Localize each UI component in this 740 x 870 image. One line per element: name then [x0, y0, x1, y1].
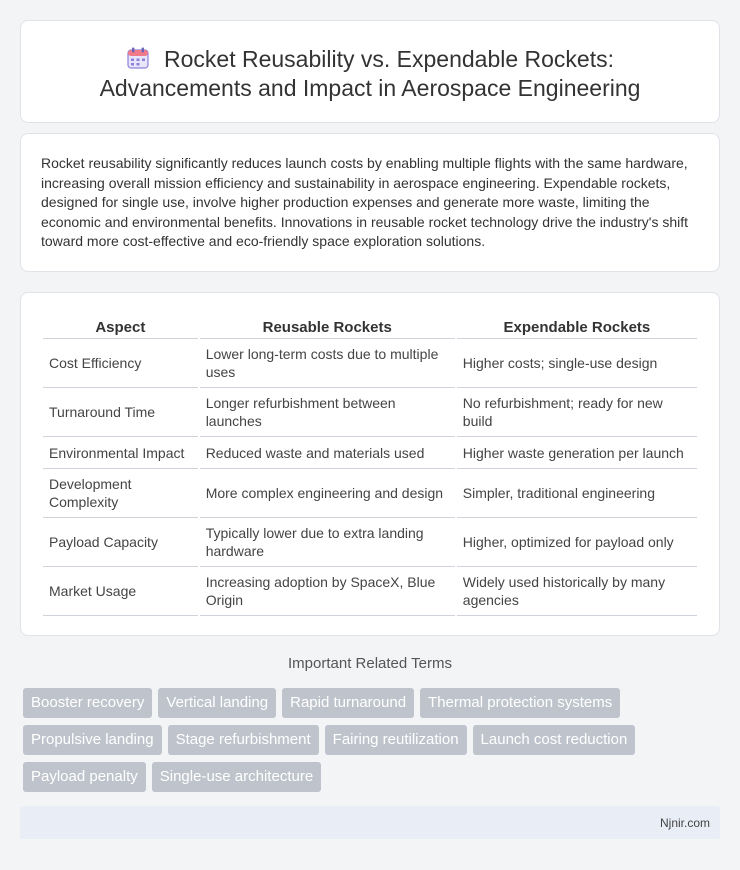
table-row: [43, 469, 697, 518]
tag-rapid-turnaround[interactable]: Rapid turnaround: [282, 688, 414, 718]
tag-propulsive-landing[interactable]: Propulsive landing: [23, 725, 162, 755]
table-cell: Lower long-term costs due to multiple uses: [200, 339, 455, 388]
table-cell: Longer refurbishment between launches: [200, 388, 455, 437]
tag-launch-cost-reduction[interactable]: Launch cost reduction: [473, 725, 636, 755]
tag-stage-refurbishment[interactable]: Stage refurbishment: [168, 725, 319, 755]
tag-payload-penalty[interactable]: Payload penalty: [23, 762, 146, 792]
table-cell: Reduced waste and materials used: [200, 437, 455, 469]
tag-row: [23, 725, 723, 755]
summary-text: Rocket reusability significantly reduces launch costs by enabling multiple flights with the same hardware, increasing overall mission efficiency and sustainability in aerospace engineering. Expendable rockets, designed for single use, involve higher production expenses and generate more waste, limiting the economic and environmental benefits. Innovations in reusable rocket technology drive the industry's shift toward more cost-effective and eco-friendly space exploration solutions.: [41, 155, 689, 250]
table-cell: No refurbishment; ready for new build: [457, 388, 697, 437]
header-aspect: Aspect: [43, 313, 198, 339]
table-cell: Typically lower due to extra landing hardware: [200, 518, 455, 567]
table-row: [43, 437, 697, 469]
table-cell: Widely used historically by many agencies: [457, 567, 697, 616]
page-title: [21, 21, 719, 103]
table-row: [43, 388, 697, 437]
table-cell: Cost Efficiency: [43, 339, 198, 388]
related-terms-title: Important Related Terms: [288, 655, 452, 672]
comparison-table: [41, 313, 699, 616]
table-cell: Increasing adoption by SpaceX, Blue Origin: [200, 567, 455, 616]
summary-card: [20, 133, 720, 272]
footer: [20, 806, 720, 839]
calendar-icon: [126, 46, 150, 70]
table-cell: Payload Capacity: [43, 518, 198, 567]
table-cell: Development Complexity: [43, 469, 198, 518]
tag-fairing-reutilization[interactable]: Fairing reutilization: [325, 725, 467, 755]
table-header-row: [43, 313, 697, 339]
table-cell: Higher waste generation per launch: [457, 437, 697, 469]
related-terms-tags: [23, 688, 723, 799]
table-cell: Turnaround Time: [43, 388, 198, 437]
tag-thermal-protection-systems[interactable]: Thermal protection systems: [420, 688, 620, 718]
header-reusable: Reusable Rockets: [200, 313, 455, 339]
footer-site[interactable]: Njnir.com: [659, 816, 710, 830]
table-cell: More complex engineering and design: [200, 469, 455, 518]
table-cell: Environmental Impact: [43, 437, 198, 469]
tag-single-use-architecture[interactable]: Single-use architecture: [152, 762, 321, 792]
table-cell: Higher, optimized for payload only: [457, 518, 697, 567]
table-row: [43, 518, 697, 567]
table-cell: Higher costs; single-use design: [457, 339, 697, 388]
title-line-1: Rocket Reusability vs. Expendable Rockets:: [164, 46, 614, 72]
tag-row: [23, 762, 723, 792]
comparison-card: [20, 292, 720, 636]
tag-row: [23, 688, 723, 718]
table-row: [43, 567, 697, 616]
header-expendable: Expendable Rockets: [457, 313, 697, 339]
table-row: [43, 339, 697, 388]
title-line-2: Advancements and Impact in Aerospace Engineering: [99, 75, 641, 101]
table-cell: Simpler, traditional engineering: [457, 469, 697, 518]
tag-booster-recovery[interactable]: Booster recovery: [23, 688, 152, 718]
title-card: [20, 20, 720, 123]
tag-vertical-landing[interactable]: Vertical landing: [158, 688, 276, 718]
table-cell: Market Usage: [43, 567, 198, 616]
